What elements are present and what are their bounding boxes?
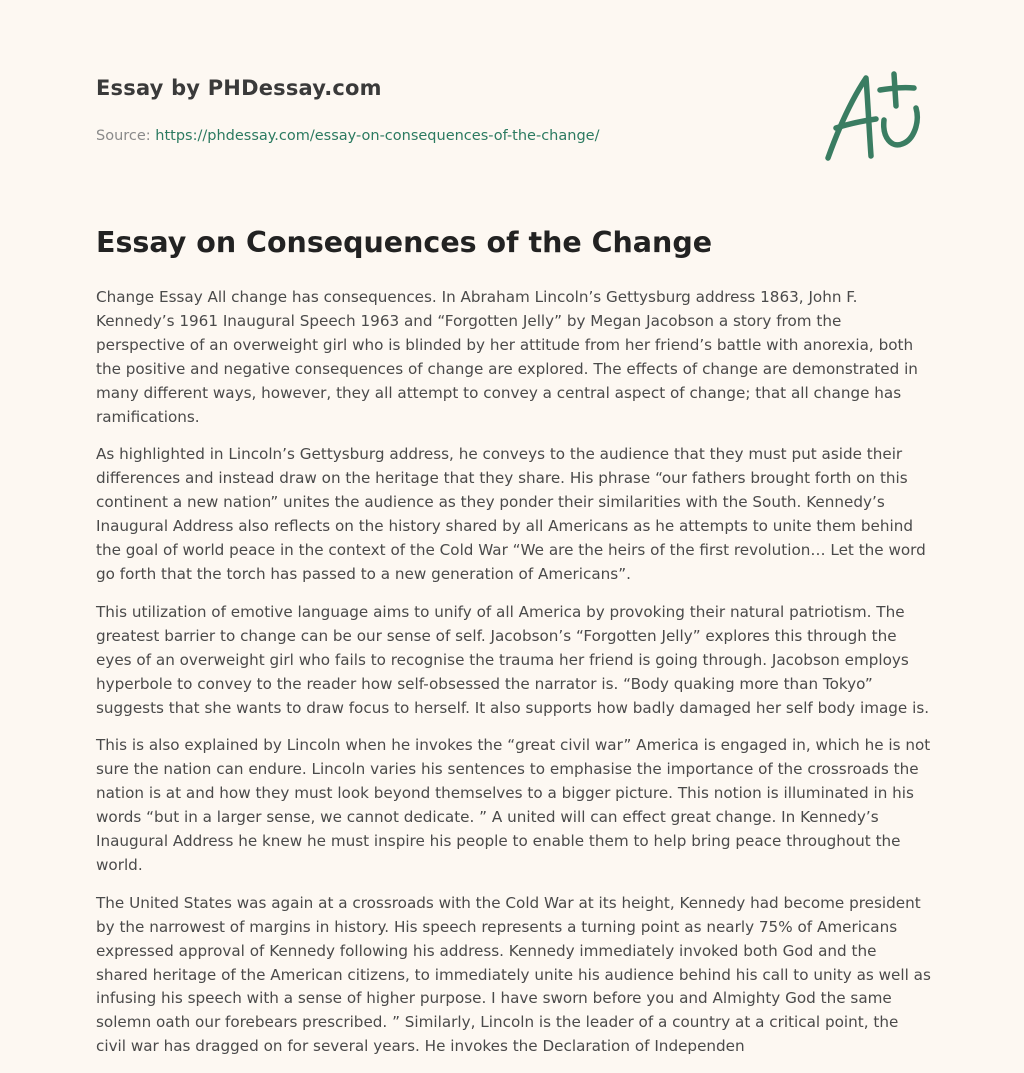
essay-paragraph: This utilization of emotive language aims to unify of all America by provoking their natural patriotism. The greatest barrier to change can be our sense of self. Jacobson’s “Forgotten Jelly” explores this through the eyes of an overweight girl who fails to recognise the trauma her friend is going through. Jacobson employs hyperbole to convey to the reader how self-obsessed the narrator is. “Body quaking more than Tokyo” suggests that she wants to draw focus to herself. It also supports how badly damaged her self body image is. <box>96 602 930 717</box>
essay-body <box>96 286 932 1073</box>
source-label: Source: <box>96 128 151 144</box>
essay-paragraph: As highlighted in Lincoln’s Gettysburg address, he conveys to the audience that they must put aside their differences and instead draw on the heritage that they share. His phrase “our fathers brought forth on this continent a new nation” unites the audience as they ponder their similarities with the South. Kennedy’s Inaugural Address also reflects on the history shared by all Americans as he attempts to unite them behind the goal of world peace in the context of the Cold War “We are the heirs of the first revolution… Let the word go forth that the torch has passed to a new generation of Americans”. <box>96 445 926 583</box>
header <box>96 76 796 144</box>
essay-title: Essay on Consequences of the Change <box>96 226 713 259</box>
source-link[interactable]: https://phdessay.com/essay-on-consequences-of-the-change/ <box>155 128 600 144</box>
site-title: Essay by PHDessay.com <box>96 76 382 100</box>
source-line <box>96 128 796 144</box>
essay-paragraph: Change Essay All change has consequences. In Abraham Lincoln’s Gettysburg address 1863, John F. Kennedy’s 1961 Inaugural Speech 1963 and “Forgotten Jelly” by Megan Jacobson a story from the perspective of an overweight girl who is blinded by her attitude from her friend’s battle with anorexia, both the positive and negative consequences of change are explored. The effects of change are demonstrated in many different ways, however, they all attempt to convey a central aspect of change; that all change has ramifications. <box>96 288 918 426</box>
essay-paragraph: The United States was again at a crossroads with the Cold War at its height, Kennedy had become president by the narrowest of margins in history. His speech represents a turning point as nearly 75% of Americans expressed approval of Kennedy following his address. Kennedy immediately invoked both God and the shared heritage of the American citizens, to immediately unite his audience behind his call to unity as well as infusing his speech with a sense of higher purpose. I have sworn before you and Almighty God the same solemn oath our forebears prescribed. ” Similarly, Lincoln is the leader of a country at a critical point, the civil war has dragged on for several years. He invokes the Declaration of Independen <box>96 893 931 1056</box>
essay-paragraph: This is also explained by Lincoln when he invokes the “great civil war” America is engaged in, which he is not sure the nation can endure. Lincoln varies his sentences to emphasise the importance of the crossroads the nation is at and how they must look beyond themselves to a bigger picture. This notion is illuminated in his words “but in a larger sense, we cannot dedicate. ” A united will can effect great change. In Kennedy’s Inaugural Address he knew he must inspire his people to enable them to help bring peace throughout the world. <box>96 736 931 874</box>
a-plus-logo-icon <box>822 68 928 164</box>
